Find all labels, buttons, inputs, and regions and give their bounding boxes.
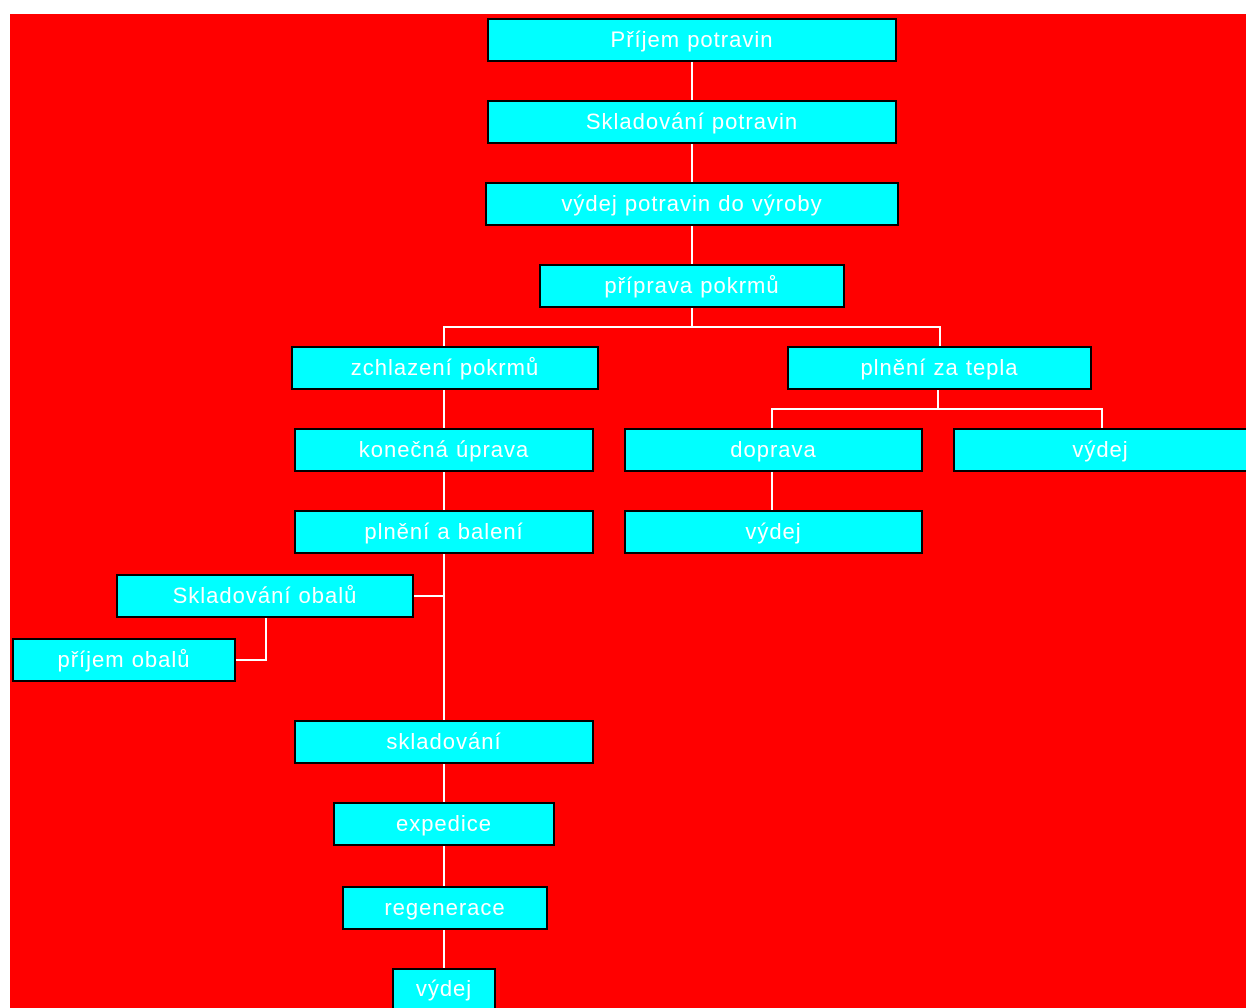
node-expedice: expedice (333, 802, 555, 846)
link-plneni-tepla-branches (772, 409, 1102, 428)
node-skladovani-obalu: Skladování obalů (116, 574, 414, 618)
node-vydej-potravin-do-vyroby: výdej potravin do výroby (485, 182, 899, 226)
link-prijem-obalu-skladovani-obalu (236, 618, 266, 660)
node-vydej-tepla: výdej (953, 428, 1246, 472)
node-zchlazeni-pokrmu: zchlazení pokrmů (291, 346, 599, 390)
node-plneni-a-baleni: plnění a balení (294, 510, 594, 554)
node-priprava-pokrmu: příprava pokrmů (539, 264, 845, 308)
node-plneni-za-tepla: plnění za tepla (787, 346, 1092, 390)
node-vydej-doprava: výdej (624, 510, 923, 554)
node-doprava: doprava (624, 428, 923, 472)
node-prijem-potravin: Příjem potravin (487, 18, 897, 62)
node-konecna-uprava: konečná úprava (294, 428, 594, 472)
node-skladovani: skladování (294, 720, 594, 764)
link-priprava-branches (444, 327, 940, 346)
node-prijem-obalu: příjem obalů (12, 638, 236, 682)
node-regenerace: regenerace (342, 886, 548, 930)
node-skladovani-potravin: Skladování potravin (487, 100, 897, 144)
node-vydej-final: výdej (392, 968, 496, 1008)
